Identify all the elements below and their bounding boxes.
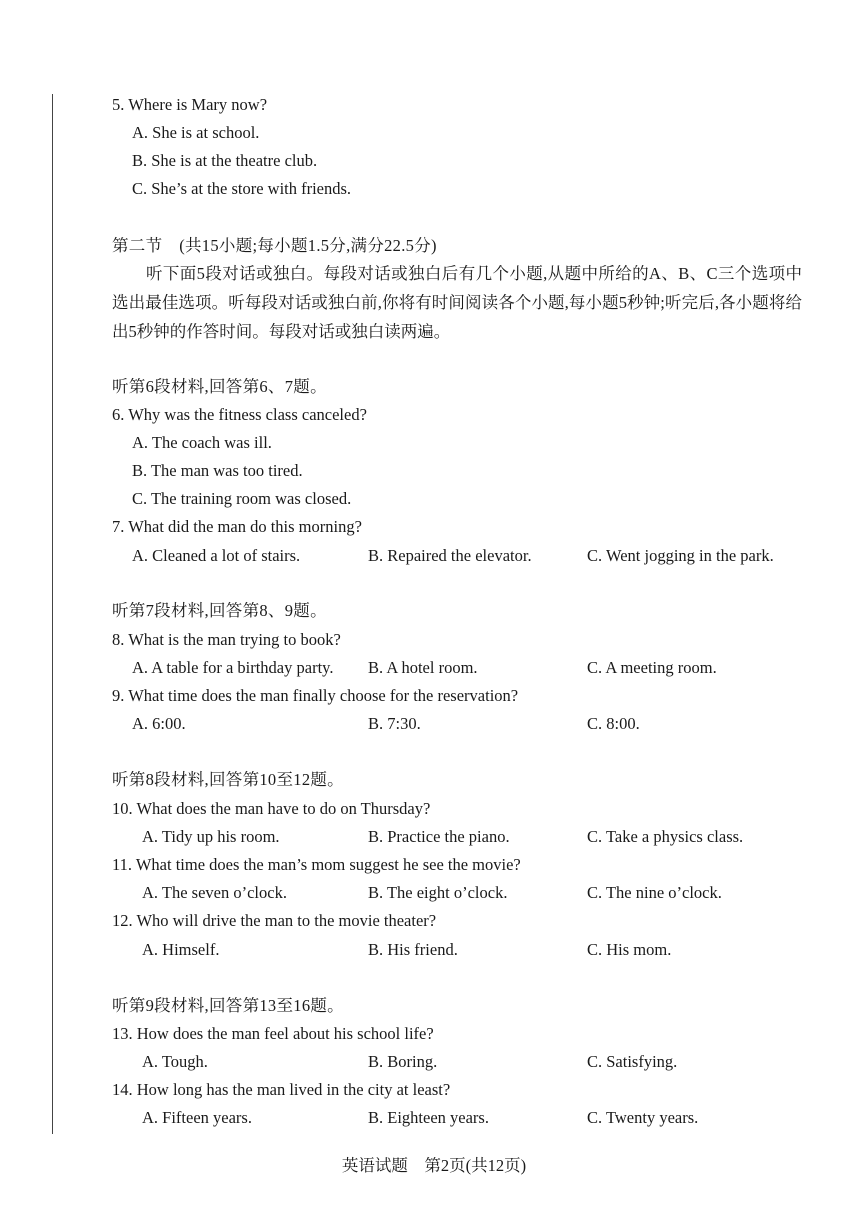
q7-stem: 7. What did the man do this morning? [112, 517, 362, 536]
q11-option-b: B. The eight o’clock. [368, 883, 508, 902]
section2-heading: 第二节 (共15小题;每小题1.5分,满分22.5分) [112, 236, 437, 255]
q10-option-c: C. Take a physics class. [587, 827, 744, 846]
passage9-intro: 听第9段材料,回答第13至16题。 [112, 996, 344, 1015]
q13-option-b: B. Boring. [368, 1052, 438, 1071]
q6-option-a: A. The coach was ill. [132, 433, 272, 452]
q7-option-c: C. Went jogging in the park. [587, 546, 774, 565]
passage7-intro: 听第7段材料,回答第8、9题。 [112, 601, 327, 620]
q8-stem: 8. What is the man trying to book? [112, 630, 341, 649]
q6-option-c: C. The training room was closed. [132, 489, 352, 508]
q12-option-b: B. His friend. [368, 940, 458, 959]
q13-option-c: C. Satisfying. [587, 1052, 678, 1071]
q11-stem: 11. What time does the man’s mom suggest he see the movie? [112, 855, 521, 874]
q12-stem: 12. Who will drive the man to the movie theater? [112, 911, 437, 930]
passage6-intro: 听第6段材料,回答第6、7题。 [112, 377, 327, 396]
page-footer: 英语试题 第2页(共12页) [341, 1156, 527, 1175]
q10-stem: 10. What does the man have to do on Thursday? [112, 799, 431, 818]
q12-option-c: C. His mom. [587, 940, 672, 959]
q10-option-a: A. Tidy up his room. [142, 827, 280, 846]
q14-option-a: A. Fifteen years. [142, 1108, 252, 1127]
q9-option-b: B. 7:30. [368, 714, 421, 733]
q14-stem: 14. How long has the man lived in the city at least? [112, 1080, 451, 1099]
q5-option-b: B. She is at the theatre club. [132, 151, 318, 170]
q9-option-a: A. 6:00. [132, 714, 186, 733]
q13-stem: 13. How does the man feel about his school life? [112, 1024, 434, 1043]
q11-option-c: C. The nine o’clock. [587, 883, 722, 902]
q8-option-a: A. A table for a birthday party. [132, 658, 334, 677]
q14-option-b: B. Eighteen years. [368, 1108, 489, 1127]
q5-stem: 5. Where is Mary now? [112, 95, 268, 114]
q10-option-b: B. Practice the piano. [368, 827, 510, 846]
q7-option-a: A. Cleaned a lot of stairs. [132, 546, 301, 565]
q14-option-c: C. Twenty years. [587, 1108, 699, 1127]
q9-stem: 9. What time does the man finally choose for the reservation? [112, 686, 519, 705]
q13-option-a: A. Tough. [142, 1052, 208, 1071]
margin-rule [52, 94, 53, 1134]
passage8-intro: 听第8段材料,回答第10至12题。 [112, 770, 344, 789]
q5-option-c: C. She’s at the store with friends. [132, 179, 352, 198]
q7-option-b: B. Repaired the elevator. [368, 546, 532, 565]
q5-option-a: A. She is at school. [132, 123, 260, 142]
q9-option-c: C. 8:00. [587, 714, 640, 733]
q6-stem: 6. Why was the fitness class canceled? [112, 405, 367, 424]
q6-option-b: B. The man was too tired. [132, 461, 303, 480]
q12-option-a: A. Himself. [142, 940, 220, 959]
q11-option-a: A. The seven o’clock. [142, 883, 287, 902]
section2-instructions: 听下面5段对话或独白。每段对话或独白后有几个小题,从题中所给的A、B、C三个选项中选出最佳选项。听每段对话或独白前,你将有时间阅读各个小题,每小题5秒钟;听完后,各小题将给出5秒钟的作答时间。每段对话或独白读两遍。 [112, 264, 802, 341]
q8-option-c: C. A meeting room. [587, 658, 717, 677]
q8-option-b: B. A hotel room. [368, 658, 478, 677]
